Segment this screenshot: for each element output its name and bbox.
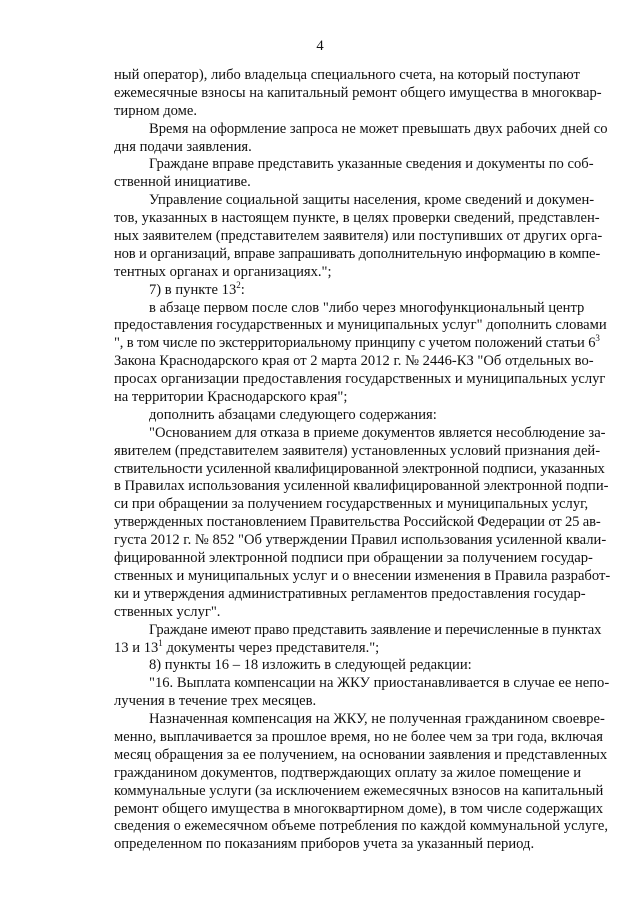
text-line: ственных услуг". bbox=[114, 603, 221, 620]
superscript: 3 bbox=[595, 333, 600, 344]
text-line: в Правилах использования усиленной квалифицированной электронной подпи- bbox=[114, 478, 609, 495]
text-line: Управление социальной защиты населения, кроме сведений и докумен- bbox=[149, 192, 595, 209]
text-line: определенном по показаниям приборов учета за указанный период. bbox=[114, 836, 535, 853]
text-line bbox=[114, 335, 610, 353]
text-line: ежемесячные взносы на капитальный ремонт общего имущества в многоквар- bbox=[114, 84, 602, 101]
text-line: тов, указанных в настоящем пункте, в целях проверки сведений, представлен- bbox=[114, 210, 600, 227]
processing-time-paragraph bbox=[114, 121, 610, 157]
page-number: 4 bbox=[316, 38, 324, 54]
colon: : bbox=[240, 281, 245, 298]
point-16-paragraph bbox=[114, 675, 610, 711]
superscript: 1 bbox=[158, 637, 163, 648]
representative-paragraph bbox=[114, 622, 610, 658]
text-line: утвержденных постановлением Правительства Российской Федерации от 25 ав- bbox=[114, 514, 601, 531]
text-line: предоставления государственных и муниципальных услуг" дополнить словами bbox=[114, 317, 607, 334]
text-line: на территории Краснодарского края"; bbox=[114, 389, 348, 406]
text-line: ственных и муниципальных услуг и о внесении изменения в Правила разработ- bbox=[114, 567, 611, 584]
text-line: лучения в течение трех месяцев. bbox=[114, 693, 317, 710]
territorial-principle-text: ", в том числе по экстерриториальному принципу с учетом положений статьи 6 bbox=[114, 335, 596, 352]
text-line: просах организации предоставления государственных и муниципальных услуг bbox=[114, 371, 606, 388]
text-line: месяц обращения за ее получением, на основании заявления и представленных bbox=[114, 746, 608, 763]
text-line: Закона Краснодарского края от 2 марта 2012 г. № 2446-КЗ "Об отдельных во- bbox=[114, 353, 594, 370]
item-7-text: 7) в пункте 13 bbox=[149, 281, 237, 298]
text-line: в абзаце первом после слов "либо через многофункциональный центр bbox=[149, 299, 585, 316]
text-line: коммунальные услуги (за исключением ежемесячных взносов на капитальный bbox=[114, 782, 604, 799]
operator-paragraph-end bbox=[114, 67, 610, 121]
text-line: гражданином документов, подтверждающих оплату за жилое помещение и bbox=[114, 764, 582, 781]
text-line: ных заявителем (представителем заявителя) или поступивших от других орга- bbox=[114, 228, 603, 245]
text-line: явителем (представителем заявителя) установленных условий признания дей- bbox=[114, 442, 601, 459]
text-line: тентных органах и организациях."; bbox=[114, 263, 332, 280]
representative-text: документы через представителя."; bbox=[162, 639, 380, 656]
text-line: "Основанием для отказа в приеме документов является несоблюдение за- bbox=[149, 424, 606, 441]
first-paragraph-amendment bbox=[114, 300, 610, 407]
text-line: фицированной электронной подписи при обращении за получением государ- bbox=[114, 550, 593, 567]
text-line: Назначенная компенсация на ЖКУ, не полученная гражданином своевре- bbox=[149, 711, 605, 728]
item-7-heading bbox=[114, 279, 610, 300]
add-paragraphs-line bbox=[114, 407, 610, 425]
text-line: тирном доме. bbox=[114, 102, 198, 119]
points-text: 13 и 13 bbox=[114, 639, 159, 656]
text-line bbox=[114, 279, 610, 300]
text-line: ственной инициативе. bbox=[114, 174, 251, 191]
text-line: ствительности усиленной квалифицированной электронной подписи, указанных bbox=[114, 460, 605, 477]
text-line: дня подачи заявления. bbox=[114, 138, 252, 155]
text-line: менно, выплачивается за прошлое время, но не более чем за три года, включая bbox=[114, 728, 603, 745]
text-line: густа 2012 г. № 852 "Об утверждении Правил использования усиленной квали- bbox=[114, 532, 607, 549]
text-line: нов и организаций, вправе запрашивать дополнительную информацию в компе- bbox=[114, 245, 601, 262]
text-line: си при обращении за получением государственных и муниципальных услуг, bbox=[114, 496, 589, 513]
text-line: сведения о ежемесячном объеме потребления по каждой коммунальной услуге, bbox=[114, 818, 609, 835]
text-line: дополнить абзацами следующего содержания: bbox=[149, 406, 437, 423]
text-line: 8) пункты 16 – 18 изложить в следующей редакции: bbox=[149, 657, 472, 674]
social-protection-paragraph bbox=[114, 192, 610, 281]
text-line: "16. Выплата компенсации на ЖКУ приостанавливается в случае ее непо- bbox=[149, 675, 610, 692]
text-line bbox=[114, 637, 610, 658]
text-line: Граждане вправе представить указанные сведения и документы по соб- bbox=[149, 156, 594, 173]
text-line: ный оператор), либо владельца специального счета, на который поступают bbox=[114, 67, 580, 83]
citizens-initiative-paragraph bbox=[114, 156, 610, 192]
text-line: ки и утверждения административных регламентов предоставления государ- bbox=[114, 585, 586, 602]
compensation-paid-paragraph bbox=[114, 711, 610, 854]
text-line: Граждане имеют право представить заявление и перечисленные в пунктах bbox=[149, 621, 602, 638]
document-body bbox=[114, 67, 610, 854]
text-line: Время на оформление запроса не может превышать двух рабочих дней со bbox=[149, 120, 608, 137]
refusal-grounds-paragraph bbox=[114, 425, 610, 622]
item-8-heading bbox=[114, 657, 610, 675]
superscript: 2 bbox=[236, 279, 241, 290]
text-line: ремонт общего имущества в многоквартирном доме), в том числе содержащих bbox=[114, 800, 604, 817]
